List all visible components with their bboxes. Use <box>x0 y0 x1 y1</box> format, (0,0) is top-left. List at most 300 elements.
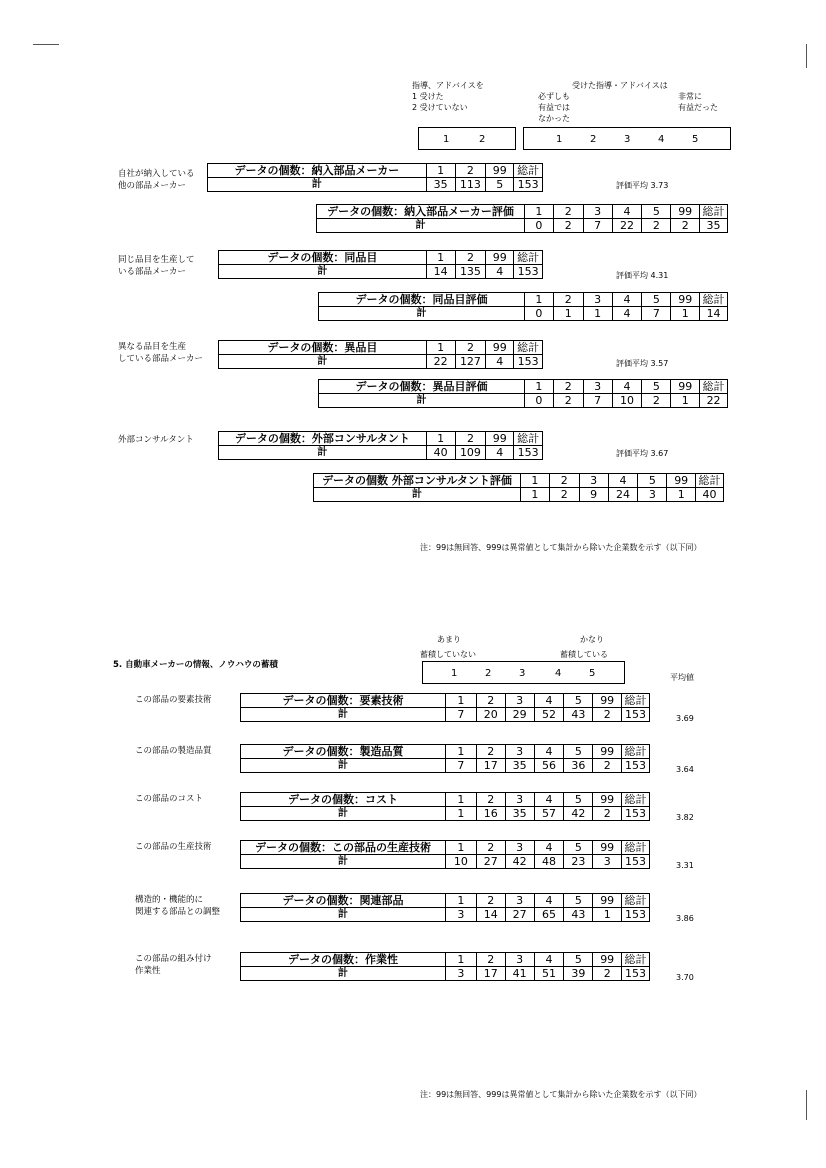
scale-left-num: 1 <box>443 134 450 145</box>
rating-table-col-header: 2 <box>553 205 583 218</box>
count-table-value: 5 <box>485 178 513 191</box>
knowhow-table-col-header: 4 <box>534 793 564 806</box>
rating-table-col-header: 4 <box>612 380 642 393</box>
scan-mark <box>33 44 59 45</box>
knowhow-table-value-row <box>240 758 650 773</box>
rating-table-value-row <box>313 487 724 502</box>
knowhow-table-kei: 計 <box>337 759 348 771</box>
count-table-col-header: 総計 <box>513 432 542 445</box>
scale-right-high1: 非常に <box>678 92 702 101</box>
knowhow-table-value: 41 <box>505 967 534 980</box>
knowhow-table-col-header: 3 <box>505 745 534 758</box>
footnote-2: 注：99は無回答、999は異常値として集計から除いた企業数を示す（以下同） <box>420 1090 702 1099</box>
knowhow-table-kei: 計 <box>337 708 348 720</box>
count-table-value: 40 <box>426 446 455 459</box>
scale-right-num: 2 <box>590 134 597 145</box>
scale-right-box <box>523 127 731 150</box>
scale-right-num: 5 <box>692 134 699 145</box>
count-table-value-row <box>207 177 543 192</box>
knowhow-table-value: 3 <box>592 855 621 868</box>
knowhow-table-col-header: 4 <box>534 953 564 966</box>
count-table-col-header: 1 <box>426 164 455 177</box>
knowhow-table-value: 27 <box>505 908 534 921</box>
group-label-line: 同じ品目を生産して <box>118 255 195 265</box>
knowhow-table-col-header: 3 <box>505 953 534 966</box>
rating-average: 評価平均 3.67 <box>616 449 669 458</box>
count-table-value: 127 <box>455 355 486 368</box>
rating-table-value: 22 <box>612 219 642 232</box>
group-label-line: いる部品メーカー <box>118 267 186 277</box>
knowhow-table-title: データの個数：製造品質 <box>282 745 404 758</box>
knowhow-table-value: 43 <box>563 908 592 921</box>
knowhow-table-value: 42 <box>563 807 592 820</box>
count-table-title: データの個数：異品目 <box>267 341 378 354</box>
count-table-kei: 計 <box>317 446 328 458</box>
scale-right-high <box>678 91 718 113</box>
rating-table-col-header: 3 <box>583 293 612 306</box>
rating-table-value: 1 <box>520 488 549 501</box>
knowhow-table-value: 153 <box>621 807 649 820</box>
rating-table-col-header: 総計 <box>699 293 727 306</box>
knowhow-table-value: 3 <box>445 908 476 921</box>
knowhow-table-col-header: 5 <box>563 793 592 806</box>
count-table-col-header: 99 <box>485 341 513 354</box>
knowhow-table-col-header: 5 <box>563 745 592 758</box>
knowhow-table-value: 48 <box>534 855 564 868</box>
scan-mark <box>806 1090 807 1120</box>
rating-table-value: 24 <box>608 488 638 501</box>
rating-table-col-header: 2 <box>553 293 583 306</box>
rating-table-col-header: 99 <box>670 205 699 218</box>
s5-row-label <box>135 953 212 977</box>
count-table-col-header: 1 <box>426 341 455 354</box>
rating-table-title: データの個数：納入部品メーカー評価 <box>327 205 514 218</box>
rating-table-value: 3 <box>637 488 666 501</box>
count-table-header-row <box>218 431 543 446</box>
rating-table-col-header: 99 <box>666 474 695 487</box>
knowhow-table-col-header: 総計 <box>621 841 649 854</box>
scale-right-low2: 有益では <box>538 103 570 112</box>
rating-table-value-row <box>316 218 728 233</box>
knowhow-table-value: 2 <box>592 708 621 721</box>
rating-table-value: 22 <box>699 394 727 407</box>
scale-right-title: 受けた指導・アドバイスは <box>572 81 668 90</box>
scale-left-opt1: 1 受けた <box>412 92 444 101</box>
count-table-value: 153 <box>513 355 542 368</box>
rating-table-header-row <box>316 204 728 219</box>
count-table-title: データの個数：外部コンサルタント <box>234 432 410 445</box>
count-table-col-header: 99 <box>485 164 513 177</box>
s5-scale-high1: かなり <box>580 635 604 644</box>
count-table-col-header: 2 <box>455 432 486 445</box>
knowhow-table-kei: 計 <box>337 855 348 867</box>
rating-table-col-header: 5 <box>637 474 666 487</box>
knowhow-table-title: データの個数：コスト <box>287 793 398 806</box>
group-label-line: 異なる品目を生産 <box>118 342 187 352</box>
rating-table-value: 35 <box>699 219 727 232</box>
rating-table-header-row <box>318 292 728 307</box>
count-table-value: 4 <box>485 355 513 368</box>
rating-table-value: 2 <box>670 219 699 232</box>
count-table-col-header: 2 <box>455 164 486 177</box>
count-table-col-header: 99 <box>485 432 513 445</box>
knowhow-table-header-row <box>240 744 650 759</box>
knowhow-table-value: 1 <box>592 908 621 921</box>
rating-table-value: 40 <box>695 488 723 501</box>
rating-table-kei: 計 <box>415 219 426 231</box>
knowhow-table-col-header: 5 <box>563 894 592 907</box>
count-table-kei: 計 <box>317 265 328 277</box>
rating-table-value: 7 <box>583 219 612 232</box>
knowhow-table-value: 7 <box>445 759 476 772</box>
rating-table-col-header: 総計 <box>695 474 723 487</box>
scale-right-low1: 必ずしも <box>538 92 570 101</box>
count-table-kei: 計 <box>311 178 322 190</box>
knowhow-table-col-header: 1 <box>445 745 476 758</box>
count-table-value: 113 <box>455 178 486 191</box>
count-table-col-header: 2 <box>455 251 486 264</box>
knowhow-table-value: 57 <box>534 807 564 820</box>
rating-average: 評価平均 4.31 <box>616 271 669 280</box>
knowhow-table-col-header: 4 <box>534 745 564 758</box>
rating-table-col-header: 2 <box>553 380 583 393</box>
knowhow-table-col-header: 99 <box>592 953 621 966</box>
knowhow-table-col-header: 2 <box>476 694 505 707</box>
rating-table-kei: 計 <box>416 394 427 406</box>
scale-right-low <box>538 91 570 124</box>
rating-table-value: 0 <box>524 394 553 407</box>
scale-left-header <box>412 80 484 113</box>
count-table-value: 153 <box>513 446 542 459</box>
rating-table-value: 7 <box>583 394 612 407</box>
count-table-value: 135 <box>455 265 486 278</box>
rating-table-col-header: 1 <box>520 474 549 487</box>
knowhow-table-col-header: 5 <box>563 953 592 966</box>
knowhow-table-col-header: 4 <box>534 841 564 854</box>
knowhow-table-col-header: 1 <box>445 694 476 707</box>
knowhow-table-value: 36 <box>563 759 592 772</box>
s5-row-label <box>135 793 203 805</box>
knowhow-table-col-header: 4 <box>534 694 564 707</box>
knowhow-table-value-row <box>240 966 650 981</box>
count-table-value: 109 <box>455 446 486 459</box>
knowhow-table-value: 35 <box>505 807 534 820</box>
knowhow-table-header-row <box>240 893 650 908</box>
rating-table-col-header: 3 <box>583 380 612 393</box>
rating-table-col-header: 2 <box>549 474 579 487</box>
rating-table-col-header: 1 <box>524 293 553 306</box>
knowhow-table-value: 43 <box>563 708 592 721</box>
count-table-col-header: 1 <box>426 251 455 264</box>
knowhow-table-value: 23 <box>563 855 592 868</box>
knowhow-table-value: 7 <box>445 708 476 721</box>
s5-row-label <box>135 745 212 757</box>
rating-table-value: 0 <box>524 219 553 232</box>
knowhow-table-value: 17 <box>476 967 505 980</box>
knowhow-table-col-header: 1 <box>445 894 476 907</box>
count-table-value-row <box>218 264 543 279</box>
rating-table-value: 7 <box>641 307 670 320</box>
scale-right-num: 4 <box>658 134 665 145</box>
s5-average: 3.64 <box>676 765 694 774</box>
scale-left-opt2: 2 受けていない <box>412 103 468 112</box>
group-label <box>118 254 195 278</box>
knowhow-table-col-header: 総計 <box>621 694 649 707</box>
rating-table-kei: 計 <box>411 488 422 500</box>
knowhow-table-value: 2 <box>592 967 621 980</box>
rating-table-col-header: 5 <box>641 293 670 306</box>
s5-average: 3.70 <box>676 973 694 982</box>
count-table-value-row <box>218 354 543 369</box>
scale-right-num: 3 <box>624 134 631 145</box>
knowhow-table-col-header: 3 <box>505 793 534 806</box>
knowhow-table-col-header: 3 <box>505 694 534 707</box>
s5-scale-box <box>422 661 625 684</box>
knowhow-table-value: 29 <box>505 708 534 721</box>
rating-table-kei: 計 <box>416 307 427 319</box>
knowhow-table-col-header: 99 <box>592 841 621 854</box>
group-label <box>118 341 203 365</box>
knowhow-table-col-header: 5 <box>563 694 592 707</box>
rating-table-value-row <box>318 306 728 321</box>
s5-average: 3.31 <box>676 861 694 870</box>
knowhow-table-title: データの個数：関連部品 <box>282 894 404 907</box>
rating-table-value: 4 <box>612 307 642 320</box>
rating-table-value: 2 <box>641 394 670 407</box>
rating-table-col-header: 99 <box>670 293 699 306</box>
knowhow-table-value: 2 <box>592 807 621 820</box>
knowhow-table-col-header: 総計 <box>621 894 649 907</box>
knowhow-table-col-header: 総計 <box>621 953 649 966</box>
count-table-value: 35 <box>426 178 455 191</box>
knowhow-table-value: 10 <box>445 855 476 868</box>
s5-average: 3.69 <box>676 714 694 723</box>
s5-row-label-line: この部品の組み付け <box>135 954 212 964</box>
count-table-header-row <box>218 340 543 355</box>
s5-row-label <box>135 694 212 706</box>
knowhow-table-kei: 計 <box>337 807 348 819</box>
rating-table-col-header: 5 <box>641 205 670 218</box>
knowhow-table-value: 39 <box>563 967 592 980</box>
knowhow-table-value-row <box>240 707 650 722</box>
s5-scale-num: 3 <box>519 668 526 679</box>
knowhow-table-value: 52 <box>534 708 564 721</box>
s5-row-label-line: 関連する部品との調整 <box>135 907 221 917</box>
count-table-col-header: 総計 <box>513 251 542 264</box>
s5-scale-num: 2 <box>485 668 492 679</box>
knowhow-table-kei: 計 <box>337 967 348 979</box>
rating-table-value: 10 <box>612 394 642 407</box>
knowhow-table-col-header: 総計 <box>621 793 649 806</box>
rating-table-value: 9 <box>579 488 608 501</box>
s5-scale-high2: 蓄積している <box>560 650 608 659</box>
rating-table-value: 1 <box>670 394 699 407</box>
knowhow-table-value: 16 <box>476 807 505 820</box>
knowhow-table-value-row <box>240 907 650 922</box>
rating-table-value: 1 <box>670 307 699 320</box>
rating-average: 評価平均 3.73 <box>616 181 669 190</box>
knowhow-table-col-header: 1 <box>445 793 476 806</box>
rating-table-value: 2 <box>549 488 579 501</box>
scale-right-num: 1 <box>556 134 563 145</box>
group-label-line: 自社が納入している <box>118 169 195 179</box>
rating-table-value: 2 <box>553 394 583 407</box>
s5-row-label-line: 作業性 <box>135 966 161 976</box>
knowhow-table-value: 20 <box>476 708 505 721</box>
knowhow-table-value: 35 <box>505 759 534 772</box>
knowhow-table-header-row <box>240 840 650 855</box>
rating-table-title: データの個数：同品目評価 <box>355 293 488 306</box>
knowhow-table-value: 42 <box>505 855 534 868</box>
s5-row-label <box>135 841 212 853</box>
group-label-line: している部品メーカー <box>118 354 203 364</box>
count-table-value: 4 <box>485 446 513 459</box>
knowhow-table-value: 27 <box>476 855 505 868</box>
knowhow-table-kei: 計 <box>337 908 348 920</box>
knowhow-table-col-header: 1 <box>445 841 476 854</box>
count-table-kei: 計 <box>317 355 328 367</box>
rating-table-col-header: 4 <box>608 474 638 487</box>
s5-row-label-line: この部品の生産技術 <box>135 842 212 852</box>
knowhow-table-col-header: 総計 <box>621 745 649 758</box>
count-table-value: 153 <box>513 265 542 278</box>
scan-mark <box>806 44 807 68</box>
knowhow-table-col-header: 99 <box>592 793 621 806</box>
knowhow-table-value: 65 <box>534 908 564 921</box>
rating-table-value: 1 <box>553 307 583 320</box>
rating-table-col-header: 5 <box>641 380 670 393</box>
rating-table-header-row <box>313 473 724 488</box>
scale-right-high2: 有益だった <box>678 103 718 112</box>
group-label <box>118 168 195 192</box>
knowhow-table-value: 2 <box>592 759 621 772</box>
knowhow-table-value: 1 <box>445 807 476 820</box>
count-table-header-row <box>218 250 543 265</box>
s5-scale-num: 5 <box>589 668 596 679</box>
knowhow-table-value: 153 <box>621 708 649 721</box>
count-table-value: 14 <box>426 265 455 278</box>
footnote-1: 注：99は無回答、999は異常値として集計から除いた企業数を示す（以下同） <box>420 543 702 552</box>
knowhow-table-col-header: 99 <box>592 694 621 707</box>
scale-left-box <box>418 127 516 150</box>
rating-table-value: 2 <box>641 219 670 232</box>
knowhow-table-value: 51 <box>534 967 564 980</box>
count-table-header-row <box>207 163 543 178</box>
count-table-col-header: 総計 <box>513 164 542 177</box>
rating-average: 評価平均 3.57 <box>616 359 669 368</box>
knowhow-table-value: 56 <box>534 759 564 772</box>
rating-table-col-header: 1 <box>524 380 553 393</box>
rating-table-value: 1 <box>666 488 695 501</box>
s5-average: 3.82 <box>676 813 694 822</box>
s5-scale-low2: 蓄積していない <box>420 650 476 659</box>
s5-scale-num: 4 <box>555 668 562 679</box>
rating-table-col-header: 4 <box>612 205 642 218</box>
group-label-line: 外部コンサルタント <box>118 435 194 445</box>
s5-average: 3.86 <box>676 914 694 923</box>
knowhow-table-title: データの個数：作業性 <box>287 953 398 966</box>
knowhow-table-header-row <box>240 792 650 807</box>
rating-table-col-header: 3 <box>583 205 612 218</box>
knowhow-table-col-header: 99 <box>592 894 621 907</box>
rating-table-value: 0 <box>524 307 553 320</box>
knowhow-table-col-header: 1 <box>445 953 476 966</box>
rating-table-value: 1 <box>583 307 612 320</box>
rating-table-col-header: 99 <box>670 380 699 393</box>
s5-row-label <box>135 894 220 918</box>
knowhow-table-value: 153 <box>621 908 649 921</box>
scale-left-line1: 指導、アドバイスを <box>412 81 484 90</box>
knowhow-table-col-header: 2 <box>476 793 505 806</box>
s5-row-label-line: この部品のコスト <box>135 794 204 804</box>
s5-scale-low1: あまり <box>437 635 461 644</box>
s5-scale-num: 1 <box>451 668 458 679</box>
s5-row-label-line: 構造的・機能的に <box>135 895 204 905</box>
count-table-col-header: 1 <box>426 432 455 445</box>
rating-table-header-row <box>318 379 728 394</box>
count-table-value-row <box>218 445 543 460</box>
s5-avg-header: 平均値 <box>670 673 694 682</box>
count-table-col-header: 総計 <box>513 341 542 354</box>
count-table-value: 4 <box>485 265 513 278</box>
knowhow-table-col-header: 2 <box>476 953 505 966</box>
rating-table-value-row <box>318 393 728 408</box>
section-5-title: 5. 自動車メーカーの情報、ノウハウの蓄積 <box>113 660 278 670</box>
knowhow-table-col-header: 3 <box>505 894 534 907</box>
knowhow-table-value: 3 <box>445 967 476 980</box>
knowhow-table-col-header: 5 <box>563 841 592 854</box>
knowhow-table-col-header: 4 <box>534 894 564 907</box>
knowhow-table-col-header: 2 <box>476 894 505 907</box>
rating-table-col-header: 総計 <box>699 205 727 218</box>
knowhow-table-header-row <box>240 952 650 967</box>
count-table-col-header: 99 <box>485 251 513 264</box>
scale-right-low3: なかった <box>538 114 570 123</box>
count-table-value: 22 <box>426 355 455 368</box>
knowhow-table-value-row <box>240 806 650 821</box>
knowhow-table-header-row <box>240 693 650 708</box>
rating-table-title: データの個数 外部コンサルタント評価 <box>322 474 512 487</box>
scale-left-num: 2 <box>479 134 486 145</box>
group-label <box>118 434 194 446</box>
rating-table-value: 14 <box>699 307 727 320</box>
knowhow-table-value: 153 <box>621 855 649 868</box>
knowhow-table-value: 153 <box>621 759 649 772</box>
knowhow-table-value: 153 <box>621 967 649 980</box>
knowhow-table-col-header: 2 <box>476 841 505 854</box>
knowhow-table-value: 14 <box>476 908 505 921</box>
group-label-line: 他の部品メーカー <box>118 181 186 191</box>
knowhow-table-value: 17 <box>476 759 505 772</box>
count-table-value: 153 <box>513 178 542 191</box>
rating-table-col-header: 1 <box>524 205 553 218</box>
s5-row-label-line: この部品の要素技術 <box>135 695 212 705</box>
knowhow-table-value-row <box>240 854 650 869</box>
knowhow-table-title: データの個数：要素技術 <box>282 694 404 707</box>
s5-row-label-line: この部品の製造品質 <box>135 746 212 756</box>
count-table-col-header: 2 <box>455 341 486 354</box>
rating-table-col-header: 4 <box>612 293 642 306</box>
rating-table-col-header: 総計 <box>699 380 727 393</box>
rating-table-col-header: 3 <box>579 474 608 487</box>
knowhow-table-col-header: 3 <box>505 841 534 854</box>
rating-table-value: 2 <box>553 219 583 232</box>
count-table-title: データの個数：同品目 <box>267 251 378 264</box>
knowhow-table-col-header: 99 <box>592 745 621 758</box>
knowhow-table-title: データの個数：この部品の生産技術 <box>254 841 431 854</box>
rating-table-title: データの個数：異品目評価 <box>355 380 488 393</box>
knowhow-table-col-header: 2 <box>476 745 505 758</box>
